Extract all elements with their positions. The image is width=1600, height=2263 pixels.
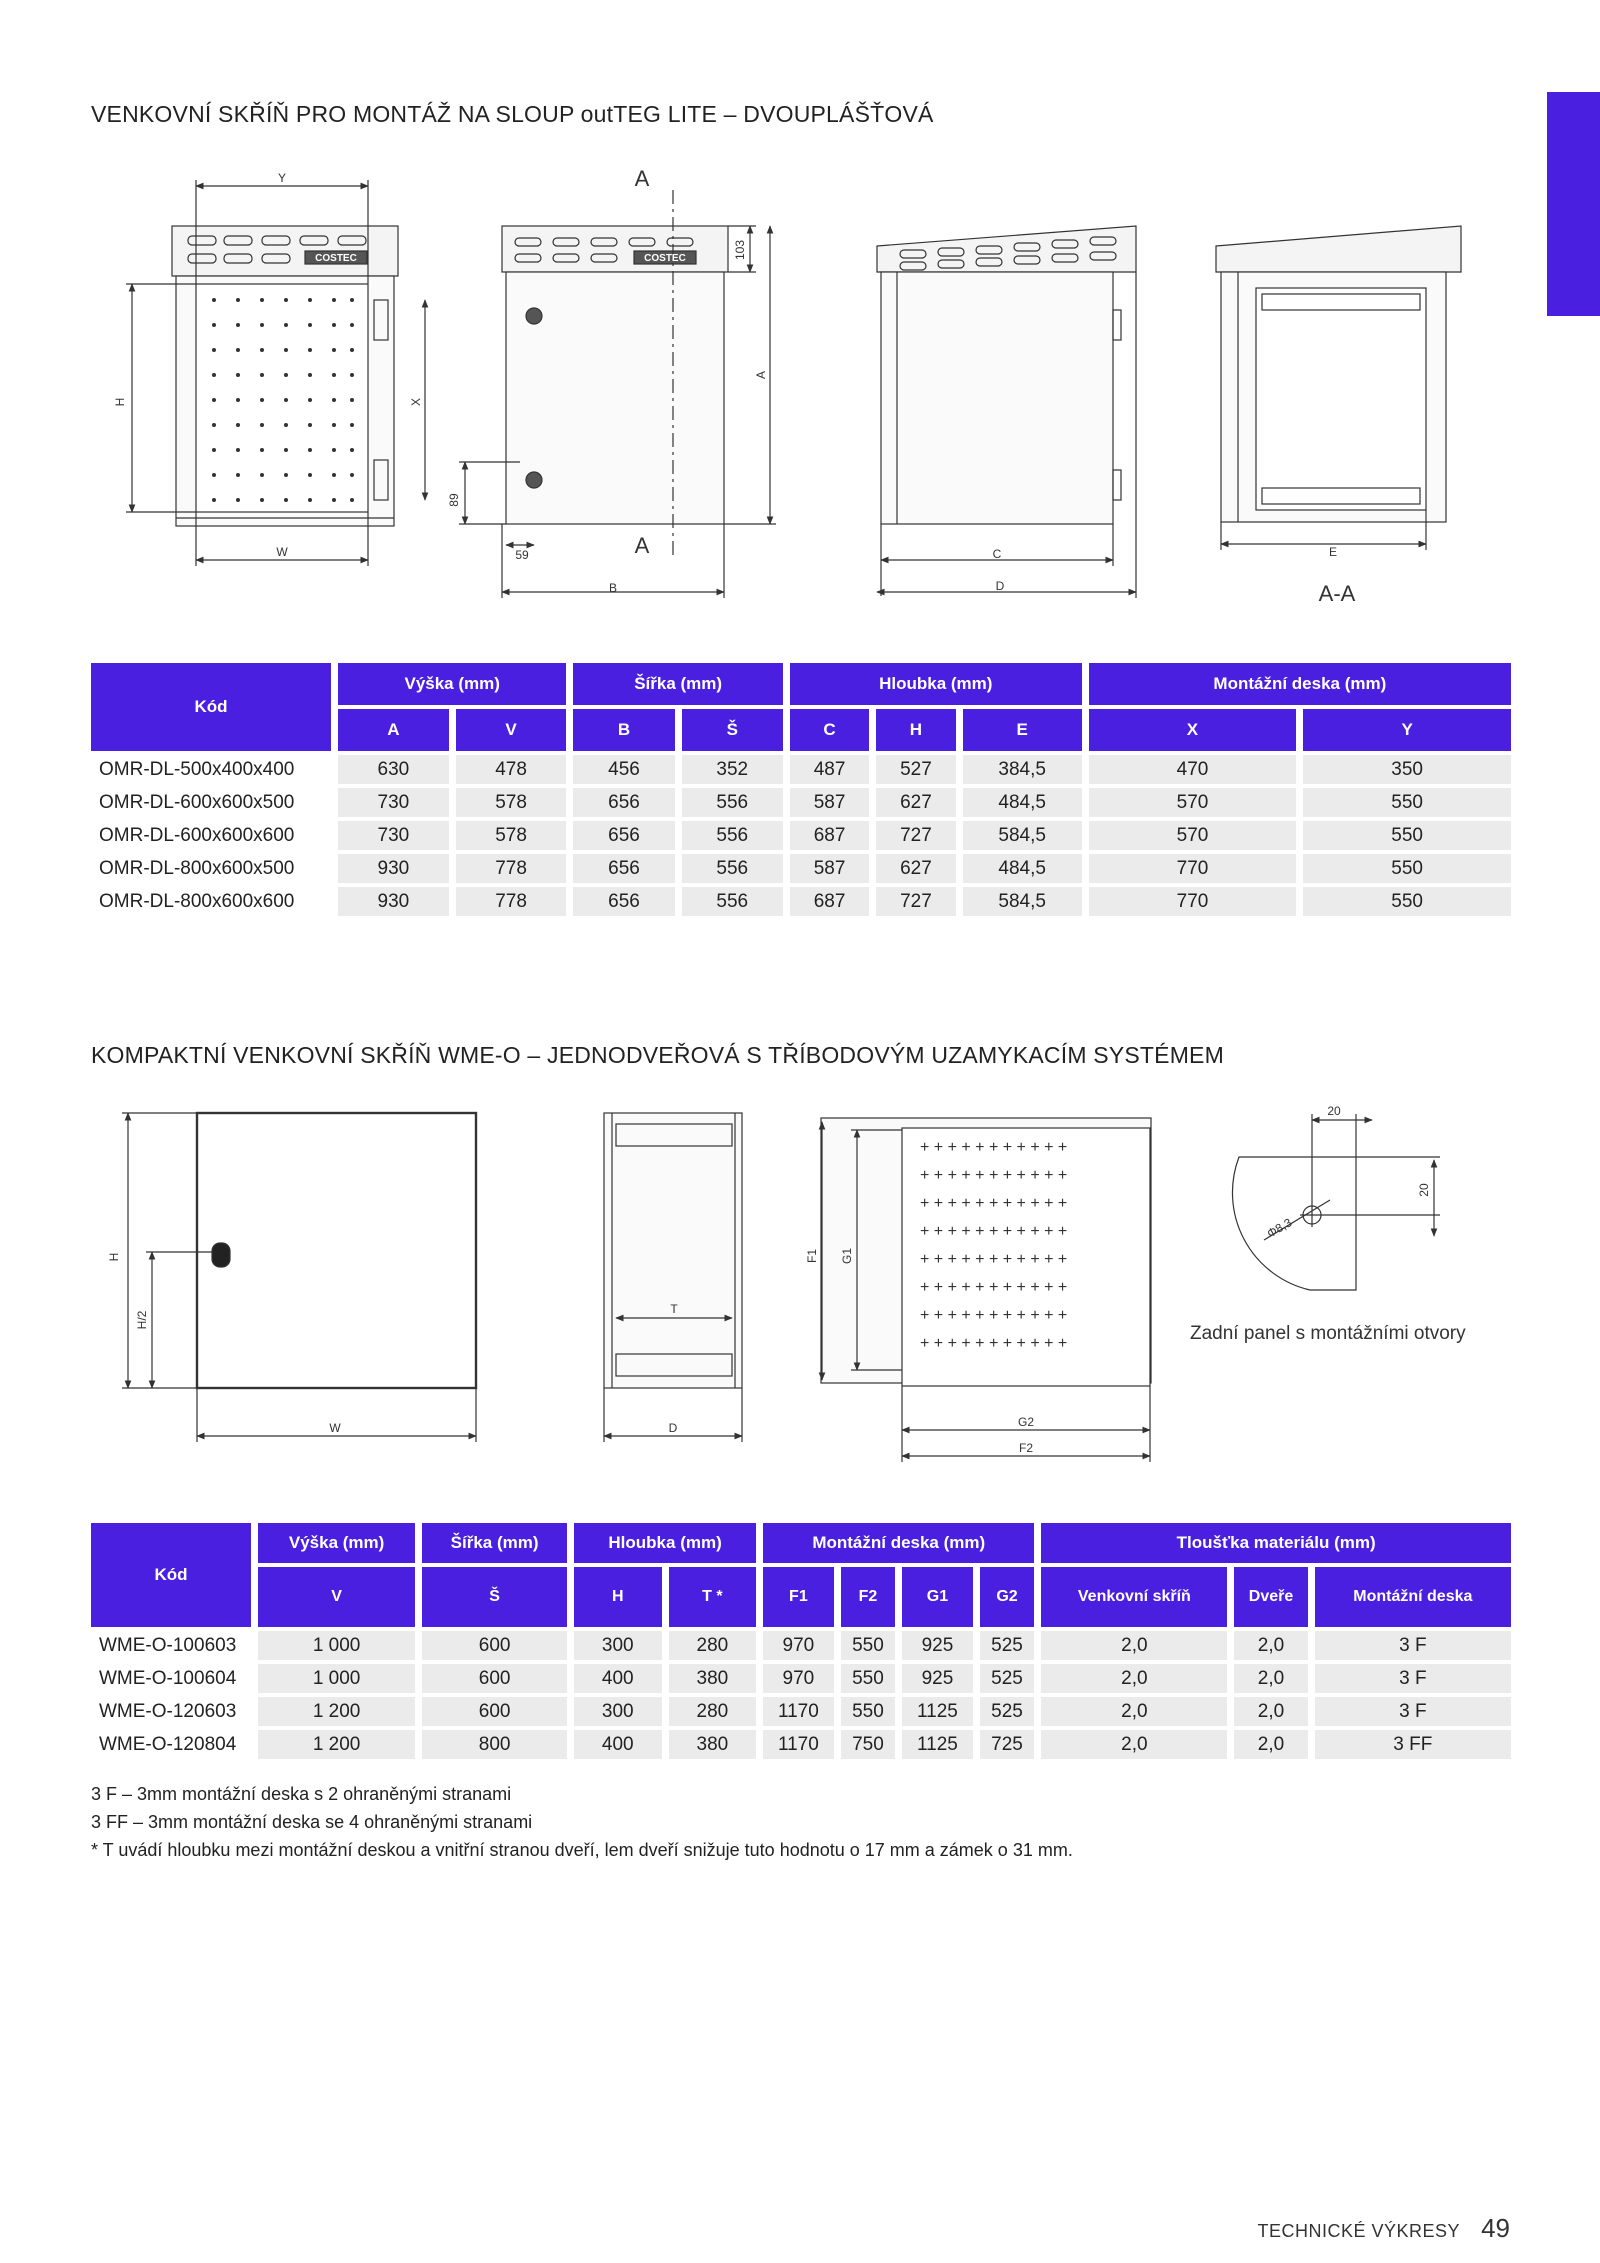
svg-text:D: D	[995, 579, 1005, 593]
cell: 800	[422, 1730, 567, 1759]
svg-text:Φ8,3: Φ8,3	[1264, 1215, 1295, 1241]
svg-text:C: C	[992, 547, 1002, 561]
product-code: OMR-DL-600x600x600	[91, 821, 331, 850]
cell: 687	[790, 821, 869, 850]
group-header-width: Šířka (mm)	[422, 1523, 567, 1563]
svg-text:+ + + + + + + + + + +: + + + + + + + + + + +	[920, 1279, 1068, 1296]
subheader-x: X	[1089, 709, 1297, 751]
cell: 1170	[763, 1730, 833, 1759]
cell: 556	[682, 821, 783, 850]
cell: 578	[456, 788, 567, 817]
subheader-mounting-plate: Montážní deska	[1315, 1567, 1511, 1627]
subheader-outer-cabinet: Venkovní skříň	[1041, 1567, 1227, 1627]
cell: 550	[841, 1697, 896, 1726]
svg-text:20: 20	[1417, 1183, 1431, 1197]
cell: 2,0	[1234, 1730, 1307, 1759]
cell: 1125	[902, 1730, 972, 1759]
svg-text:+ + + + + + + + + + +: + + + + + + + + + + +	[920, 1139, 1068, 1156]
cell: 550	[1303, 788, 1511, 817]
svg-text:A-A: A-A	[1318, 581, 1356, 606]
cell: 750	[841, 1730, 896, 1759]
cell: 656	[573, 854, 674, 883]
group-header-mounting-plate: Montážní deska (mm)	[763, 1523, 1034, 1563]
group-header-material-thickness: Tloušťka materiálu (mm)	[1041, 1523, 1511, 1563]
svg-text:COSTEC: COSTEC	[315, 253, 357, 264]
cell: 550	[1303, 821, 1511, 850]
subheader-c: C	[790, 709, 869, 751]
cell: 3 F	[1315, 1697, 1511, 1726]
cell: 2,0	[1041, 1664, 1227, 1693]
note-3f: 3 F – 3mm montážní deska s 2 ohraněnými stranami	[91, 1784, 512, 1804]
cell: 2,0	[1234, 1664, 1307, 1693]
cell: 1 200	[258, 1697, 415, 1726]
svg-text:D: D	[668, 1421, 678, 1435]
cell: 1 200	[258, 1730, 415, 1759]
subheader-b: B	[573, 709, 674, 751]
cell: 656	[573, 887, 674, 916]
svg-text:+ + + + + + + + + + +: + + + + + + + + + + +	[920, 1335, 1068, 1352]
subheader-g2: G2	[980, 1567, 1035, 1627]
cell: 525	[980, 1664, 1035, 1693]
cell: 1125	[902, 1697, 972, 1726]
svg-text:F2: F2	[1018, 1441, 1034, 1455]
cell: 730	[338, 821, 449, 850]
svg-text:COSTEC: COSTEC	[644, 253, 686, 264]
product-code: WME-O-120603	[91, 1697, 251, 1726]
cell: 584,5	[963, 887, 1082, 916]
cell: 400	[574, 1664, 662, 1693]
col-header-code: Kód	[91, 663, 331, 751]
cell: 556	[682, 788, 783, 817]
product-code: OMR-DL-800x600x600	[91, 887, 331, 916]
svg-text:X: X	[409, 397, 423, 407]
subheader-v: V	[456, 709, 567, 751]
svg-text:W: W	[329, 1421, 341, 1435]
cell: 3 FF	[1315, 1730, 1511, 1759]
svg-text:+ + + + + + + + + + +: + + + + + + + + + + +	[920, 1307, 1068, 1324]
group-header-depth: Hloubka (mm)	[574, 1523, 756, 1563]
cell: 727	[876, 887, 955, 916]
cell: 550	[1303, 854, 1511, 883]
cell: 778	[456, 854, 567, 883]
svg-text:Y: Y	[277, 171, 287, 185]
cell: 2,0	[1234, 1631, 1307, 1660]
cell: 600	[422, 1697, 567, 1726]
cell: 727	[876, 821, 955, 850]
col-header-code: Kód	[91, 1523, 251, 1627]
subheader-e: E	[963, 709, 1082, 751]
cell: 550	[841, 1631, 896, 1660]
cell: 550	[841, 1664, 896, 1693]
cell: 456	[573, 755, 674, 784]
section-title-outteg: VENKOVNÍ SKŘÍŇ PRO MONTÁŽ NA SLOUP outTEG LITE – DVOUPLÁŠŤOVÁ	[91, 101, 934, 128]
svg-text:H: H	[113, 397, 127, 407]
cell: 930	[338, 854, 449, 883]
cell: 487	[790, 755, 869, 784]
product-code: WME-O-100603	[91, 1631, 251, 1660]
table-row	[91, 887, 1511, 916]
table-row	[91, 755, 1511, 784]
svg-text:+ + + + + + + + + + +: + + + + + + + + + + +	[920, 1195, 1068, 1212]
note-3ff: 3 FF – 3mm montážní deska se 4 ohraněnými stranami	[91, 1812, 533, 1832]
cell: 527	[876, 755, 955, 784]
cell: 570	[1089, 821, 1297, 850]
cell: 380	[669, 1664, 757, 1693]
cell: 1 000	[258, 1664, 415, 1693]
cell: 3 F	[1315, 1664, 1511, 1693]
table-row	[91, 1664, 1511, 1693]
svg-text:A: A	[754, 370, 768, 380]
wme-o-technical-drawings	[0, 1090, 1600, 1470]
cell: 556	[682, 887, 783, 916]
cell: 484,5	[963, 854, 1082, 883]
cell: 770	[1089, 887, 1297, 916]
cell: 970	[763, 1631, 833, 1660]
subheader-v: V	[258, 1567, 415, 1627]
cell: 280	[669, 1631, 757, 1660]
svg-text:59: 59	[515, 548, 529, 562]
cell: 525	[980, 1631, 1035, 1660]
cell: 970	[763, 1664, 833, 1693]
cell: 725	[980, 1730, 1035, 1759]
cell: 600	[422, 1664, 567, 1693]
cell: 380	[669, 1730, 757, 1759]
table-row	[91, 788, 1511, 817]
cell: 400	[574, 1730, 662, 1759]
subheader-h: H	[876, 709, 955, 751]
table-row	[91, 821, 1511, 850]
group-header-height: Výška (mm)	[258, 1523, 415, 1563]
svg-text:G2: G2	[1017, 1415, 1035, 1429]
cell: 2,0	[1041, 1730, 1227, 1759]
cell: 570	[1089, 788, 1297, 817]
svg-text:H: H	[107, 1252, 121, 1262]
subheader-f2: F2	[841, 1567, 896, 1627]
subheader-s: Š	[682, 709, 783, 751]
cell: 925	[902, 1664, 972, 1693]
cell: 550	[1303, 887, 1511, 916]
group-header-depth: Hloubka (mm)	[790, 663, 1082, 705]
table-row	[91, 1631, 1511, 1660]
svg-text:+ + + + + + + + + + +: + + + + + + + + + + +	[920, 1251, 1068, 1268]
cell: 930	[338, 887, 449, 916]
cell: 384,5	[963, 755, 1082, 784]
cell: 478	[456, 755, 567, 784]
svg-text:20: 20	[1327, 1104, 1341, 1118]
svg-text:H/2: H/2	[135, 1310, 149, 1330]
cell: 600	[422, 1631, 567, 1660]
cell: 925	[902, 1631, 972, 1660]
cell: 578	[456, 821, 567, 850]
cell: 556	[682, 854, 783, 883]
back-panel-caption: Zadní panel s montážními otvory	[1190, 1323, 1466, 1344]
table-row	[91, 1697, 1511, 1726]
cell: 1170	[763, 1697, 833, 1726]
cell: 300	[574, 1631, 662, 1660]
subheader-f1: F1	[763, 1567, 833, 1627]
svg-text:B: B	[608, 581, 618, 595]
subheader-h: H	[574, 1567, 662, 1627]
wme-o-spec-table	[84, 1519, 1518, 1763]
cell: 484,5	[963, 788, 1082, 817]
cell: 470	[1089, 755, 1297, 784]
subheader-door: Dveře	[1234, 1567, 1307, 1627]
footer-section-label: TECHNICKÉ VÝKRESY	[1257, 2221, 1460, 2241]
cell: 584,5	[963, 821, 1082, 850]
svg-text:103: 103	[733, 239, 747, 261]
product-code: OMR-DL-800x600x500	[91, 854, 331, 883]
product-code: WME-O-120804	[91, 1730, 251, 1759]
cell: 2,0	[1041, 1697, 1227, 1726]
cell: 280	[669, 1697, 757, 1726]
cell: 525	[980, 1697, 1035, 1726]
svg-text:E: E	[1328, 545, 1338, 559]
table-notes	[91, 1780, 1073, 1864]
table-row	[91, 1730, 1511, 1759]
cell: 300	[574, 1697, 662, 1726]
subheader-t: T *	[669, 1567, 757, 1627]
cell: 587	[790, 854, 869, 883]
cell: 350	[1303, 755, 1511, 784]
svg-text:W: W	[276, 545, 288, 559]
group-header-height: Výška (mm)	[338, 663, 566, 705]
outteg-technical-drawings	[0, 150, 1600, 620]
subheader-y: Y	[1303, 709, 1511, 751]
cell: 2,0	[1041, 1631, 1227, 1660]
svg-text:+ + + + + + + + + + +: + + + + + + + + + + +	[920, 1223, 1068, 1240]
cell: 687	[790, 887, 869, 916]
group-header-mounting-plate: Montážní deska (mm)	[1089, 663, 1511, 705]
cell: 778	[456, 887, 567, 916]
svg-text:A: A	[634, 533, 650, 558]
product-code: OMR-DL-600x600x500	[91, 788, 331, 817]
note-t: * T uvádí hloubku mezi montážní deskou a vnitřní stranou dveří, lem dveří snižuje tuto hodnotu o 17 mm a zámek o 31 mm.	[91, 1840, 1073, 1860]
svg-text:G1: G1	[840, 1247, 854, 1265]
group-header-width: Šířka (mm)	[573, 663, 782, 705]
svg-text:89: 89	[447, 493, 461, 507]
table-row	[91, 854, 1511, 883]
cell: 1 000	[258, 1631, 415, 1660]
cell: 627	[876, 854, 955, 883]
cell: 587	[790, 788, 869, 817]
svg-text:+ + + + + + + + + + +: + + + + + + + + + + +	[920, 1167, 1068, 1184]
product-code: WME-O-100604	[91, 1664, 251, 1693]
svg-text:T: T	[670, 1302, 678, 1316]
subheader-s: Š	[422, 1567, 567, 1627]
cell: 352	[682, 755, 783, 784]
section-title-wme-o: KOMPAKTNÍ VENKOVNÍ SKŘÍŇ WME-O – JEDNODVEŘOVÁ S TŘÍBODOVÝM UZAMYKACÍM SYSTÉMEM	[91, 1042, 1224, 1069]
cell: 770	[1089, 854, 1297, 883]
cell: 3 F	[1315, 1631, 1511, 1660]
svg-text:F1: F1	[805, 1248, 819, 1264]
cell: 656	[573, 821, 674, 850]
subheader-a: A	[338, 709, 449, 751]
svg-text:A: A	[634, 166, 650, 191]
page-number: 49	[1481, 2213, 1510, 2243]
outteg-spec-table	[84, 659, 1518, 920]
cell: 627	[876, 788, 955, 817]
cell: 730	[338, 788, 449, 817]
cell: 656	[573, 788, 674, 817]
cell: 630	[338, 755, 449, 784]
cell: 2,0	[1234, 1697, 1307, 1726]
subheader-g1: G1	[902, 1567, 972, 1627]
product-code: OMR-DL-500x400x400	[91, 755, 331, 784]
